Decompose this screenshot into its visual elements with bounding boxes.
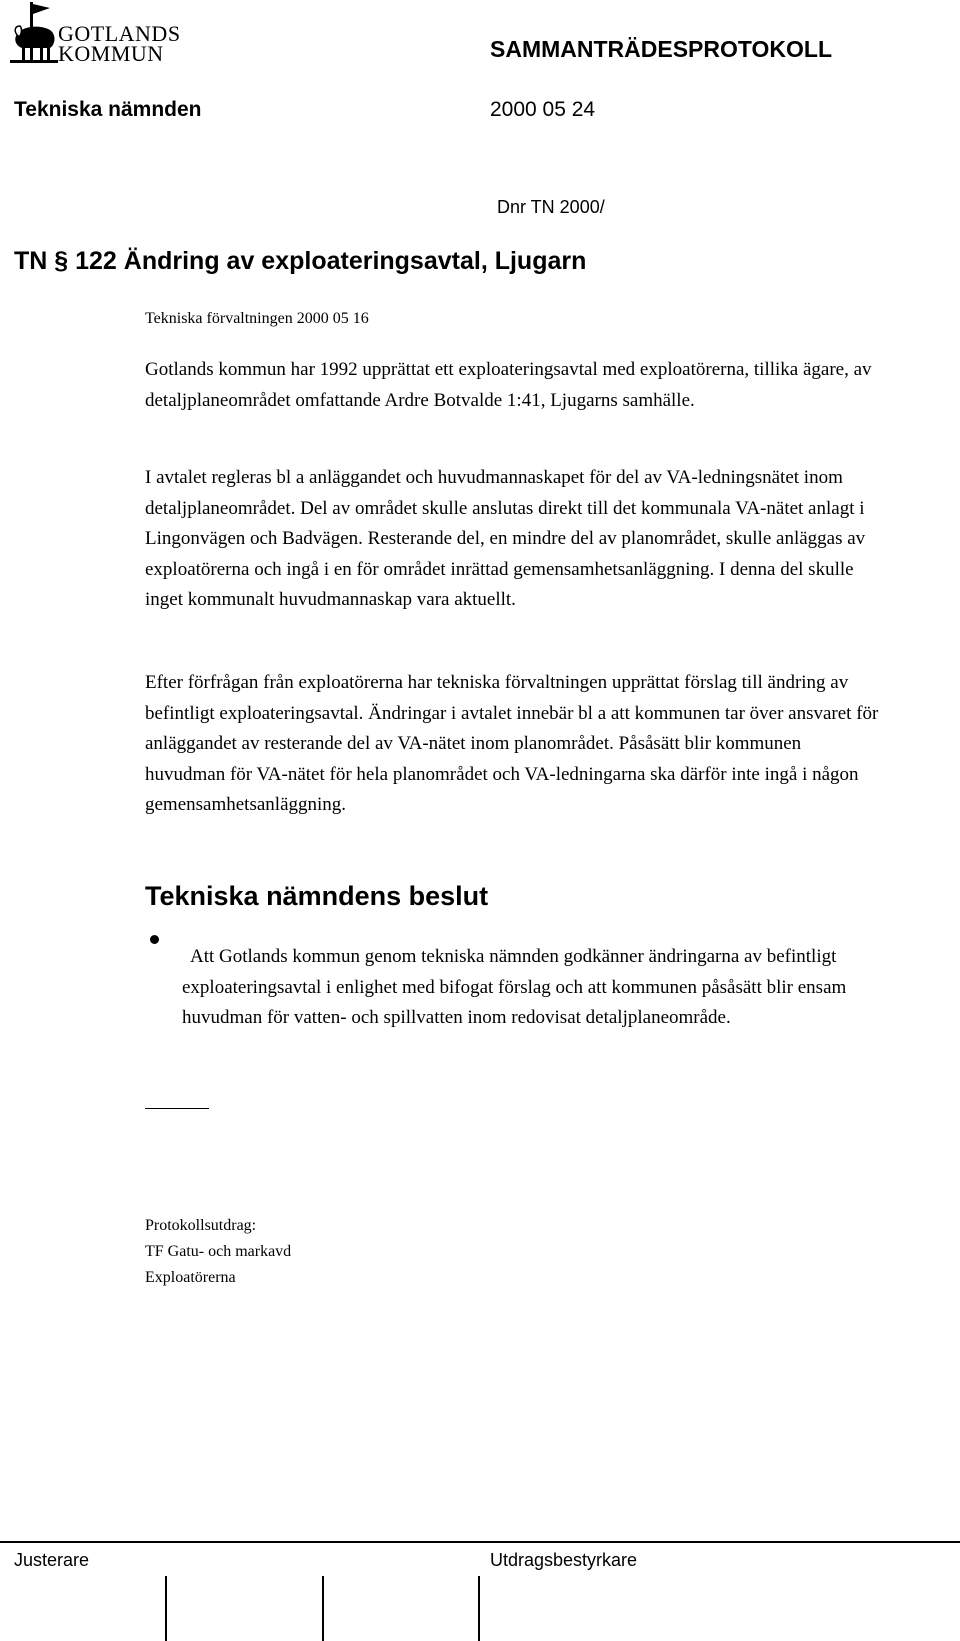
signature-field-divider — [478, 1576, 480, 1641]
document-type: SAMMANTRÄDESPROTOKOLL — [490, 36, 833, 62]
body-paragraph: I avtalet regleras bl a anläggandet och huvudmannaskapet för del av VA-ledningsnätet inom detaljplaneområdet. Del av området skulle anslutas direkt till det kommunala VA-nätet anlagt i Lingonvägen och Badvägen. Resterande del, en mindre del av planområdet, skulle anläggas av exploatörerna och ingå i en för området inrättad gemensamhetsanläggning. I denna del skulle inget kommunalt huvudmannaskap vara aktuellt. — [145, 467, 866, 610]
decision-item: Att Gotlands kommun genom tekniska nämnden godkänner ändringarna av befintligt exploateringsavtal i enlighet med bifogat förslag och att kommunen påsåsätt blir ensam huvudman för vatten- och spillvatten inom redovisat detaljplaneområde. — [182, 946, 847, 1028]
footer-utdragsbestyrkare-label: Utdragsbestyrkare — [490, 1550, 638, 1570]
case-title: TN § 122 Ändring av exploateringsavtal, Ljugarn — [14, 247, 587, 275]
footer-justerare-label: Justerare — [14, 1550, 90, 1570]
bullet-icon — [150, 935, 159, 944]
logo-wordmark-line2: KOMMUN — [58, 41, 164, 66]
decision-heading: Tekniska nämndens beslut — [145, 881, 489, 911]
distribution-label: Protokollsutdrag: — [145, 1217, 257, 1234]
meeting-date: 2000 05 24 — [490, 98, 596, 121]
gotlands-kommun-logo — [10, 0, 185, 68]
ram-emblem-icon — [10, 0, 62, 68]
footer-divider — [0, 1541, 960, 1543]
divider — [145, 1108, 209, 1109]
diary-number: Dnr TN 2000/ — [497, 197, 605, 217]
distribution-recipient: Exploatörerna — [145, 1269, 236, 1286]
signature-field-divider — [322, 1576, 324, 1641]
logo-wordmark-line1: GOTLANDS — [58, 21, 181, 46]
signature-field-divider — [165, 1576, 167, 1641]
body-paragraph: Gotlands kommun har 1992 upprättat ett exploateringsavtal med exploatörerna, tillika ägare, av detaljplaneområdet omfattande Ardre Botvalde 1:41, Ljugarns samhälle. — [145, 359, 872, 411]
body-paragraph: Efter förfrågan från exploatörerna har tekniska förvaltningen upprättat förslag till ändring av befintligt exploateringsavtal. Ändringar i avtalet innebär bl a att kommunen tar över ansvaret för anläggandet av resterande del av VA-nätet inom planområdet. Påsåsätt blir kommunen huvudman för VA-nätet för hela planområdet och VA-ledningarna ska därför inte ingå i någon gemensamhetsanläggning. — [145, 672, 879, 815]
case-source: Tekniska förvaltningen 2000 05 16 — [145, 310, 369, 327]
distribution-recipient: TF Gatu- och markavd — [145, 1243, 292, 1260]
committee-name: Tekniska nämnden — [14, 98, 202, 121]
